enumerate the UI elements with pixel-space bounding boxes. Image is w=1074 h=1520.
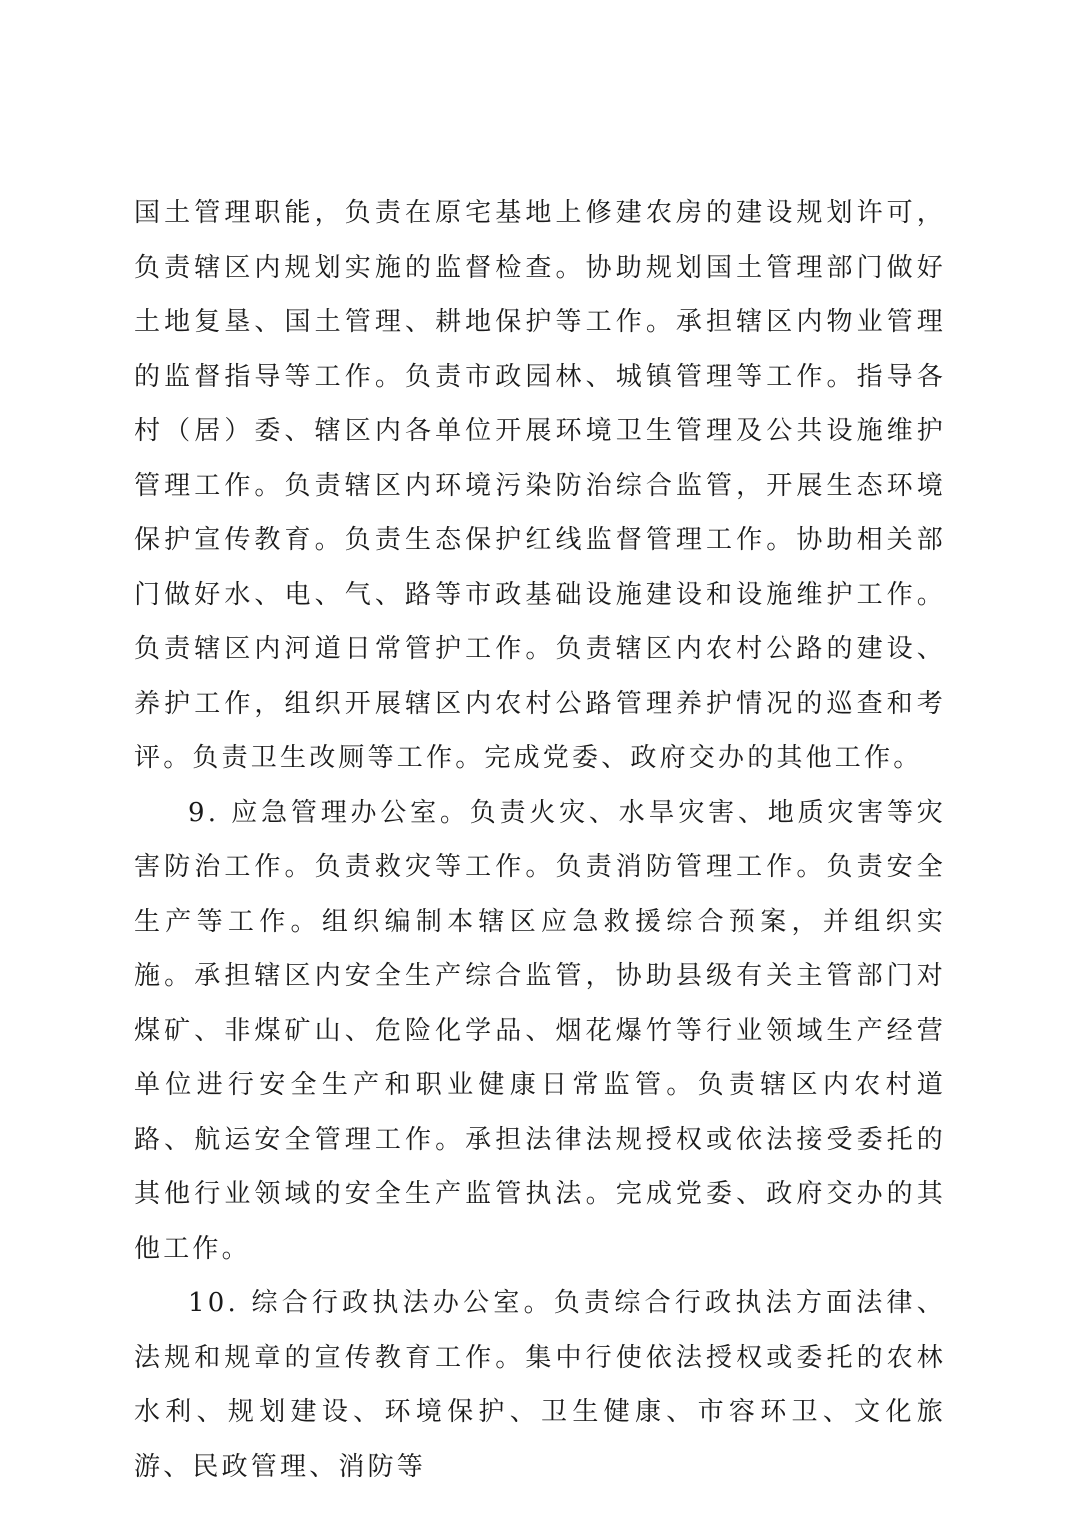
paragraph-emergency-management-office: 9. 应急管理办公室。负责火灾、水旱灾害、地质灾害等灾害防治工作。负责救灾等工作。负责消防管理工作。负责安全生产等工作。组织编制本辖区应急救援综合预案，并组织实施。承担辖区内安全生产综合监管，协助县级有关主管部门对煤矿、非煤矿山、危险化学品、烟花爆竹等行业领域生产经营单位进行安全生产和职业健康日常监管。负责辖区内农村道路、航运安全管理工作。承担法律法规授权或依法接受委托的其他行业领域的安全生产监管执法。完成党委、政府交办的其他工作。 xyxy=(134,797,946,1264)
paragraph-land-management: 国土管理职能，负责在原宅基地上修建农房的建设规划许可，负责辖区内规划实施的监督检查。协助规划国土管理部门做好土地复垦、国土管理、耕地保护等工作。承担辖区内物业管理的监督指导等工作。负责市政园林、城镇管理等工作。指导各村（居）委、辖区内各单位开展环境卫生管理及公共设施维护管理工作。负责辖区内环境污染防治综合监管，开展生态环境保护宣传教育。负责生态保护红线监督管理工作。协助相关部门做好水、电、气、路等市政基础设施建设和设施维护工作。负责辖区内河道日常管护工作。负责辖区内农村公路的建设、养护工作，组织开展辖区内农村公路管理养护情况的巡查和考评。负责卫生改厕等工作。完成党委、政府交办的其他工作。 xyxy=(134,198,946,773)
paragraph-administrative-enforcement-office: 10. 综合行政执法办公室。负责综合行政执法方面法律、法规和规章的宣传教育工作。集中行使依法授权或委托的农林水利、规划建设、环境保护、卫生健康、市容环卫、文化旅游、民政管理、消防等 xyxy=(134,1288,946,1482)
document-body xyxy=(134,186,946,1494)
